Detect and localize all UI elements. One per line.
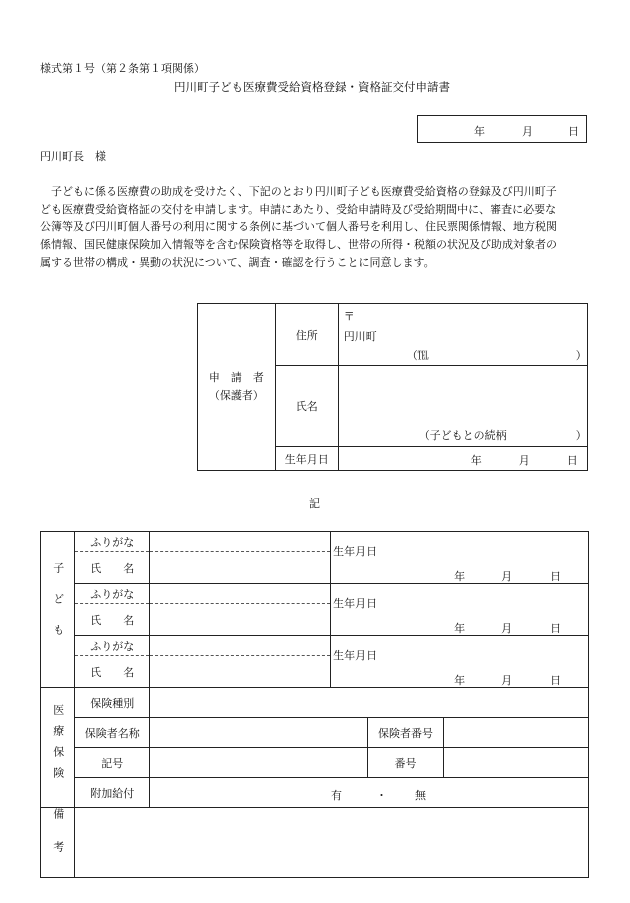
child-name-field[interactable] — [150, 552, 331, 584]
date-day: 日 — [568, 125, 579, 138]
number-field[interactable] — [443, 748, 588, 778]
option-yes[interactable]: 有 — [331, 789, 343, 802]
furigana-label: ふりがな — [75, 636, 150, 656]
children-label: 子ども — [51, 561, 65, 655]
child-birth-label: 生年月日 — [333, 649, 378, 662]
birth-year: 年 — [470, 454, 482, 467]
option-no[interactable]: 無 — [415, 789, 427, 802]
tel-open: （℡ — [406, 349, 429, 362]
insurance-type-label: 保険種別 — [75, 688, 150, 718]
furigana-field[interactable] — [150, 532, 331, 552]
child-birth-month: 月 — [501, 622, 513, 635]
date-box[interactable] — [417, 115, 587, 143]
number-label: 番号 — [368, 748, 444, 778]
child-birth-day: 日 — [550, 570, 562, 583]
applicant-section — [198, 304, 276, 471]
paragraph-line: 子どもに係る医療費の助成を受けたく、下記のとおり円川町子ども医療費受給資格の登録及び円川町子 — [40, 185, 557, 198]
furigana-field[interactable] — [150, 584, 331, 604]
ki-label: 記 — [309, 497, 320, 510]
additional-benefit-label: 附加給付 — [75, 778, 150, 808]
details-table — [40, 531, 589, 878]
child-name-label: 氏 名 — [75, 656, 150, 688]
address-label: 住所 — [275, 304, 338, 366]
birth-label: 生年月日 — [275, 447, 338, 471]
child-birth-year: 年 — [454, 570, 466, 583]
children-section — [41, 532, 75, 688]
insurer-number-field[interactable] — [443, 718, 588, 748]
symbol-field[interactable] — [150, 748, 368, 778]
tel-close: ） — [575, 349, 587, 362]
date-month: 月 — [522, 125, 533, 138]
child-name-field[interactable] — [150, 604, 331, 636]
consent-paragraph — [40, 183, 590, 272]
child-birth-day: 日 — [550, 622, 562, 635]
remarks-field[interactable] — [75, 808, 589, 878]
postal-mark: 〒 — [343, 310, 355, 323]
insurance-type-field[interactable] — [150, 688, 589, 718]
option-separator: ・ — [376, 789, 388, 802]
child-birth-field[interactable] — [331, 532, 589, 584]
guardian-label: （保護者） — [208, 389, 264, 402]
furigana-label: ふりがな — [75, 584, 150, 604]
applicant-label: 申 請 者 — [208, 371, 264, 384]
furigana-field[interactable] — [150, 636, 331, 656]
child-birth-month: 月 — [501, 674, 513, 687]
child-name-field[interactable] — [150, 656, 331, 688]
insurance-label: 医療保険 — [51, 704, 65, 788]
name-label: 氏名 — [275, 366, 338, 447]
paragraph-line: ども医療費受給資格証の交付を申請します。申請にあたり、受給申請時及び受給期間中に、審査に必要な — [40, 202, 557, 216]
relation-open: （子どもとの続柄 — [418, 429, 507, 442]
date-year: 年 — [474, 125, 485, 138]
birth-month: 月 — [518, 454, 530, 467]
child-birth-month: 月 — [501, 570, 513, 583]
child-name-label: 氏 名 — [75, 552, 150, 584]
insurer-name-label: 保険者名称 — [75, 718, 150, 748]
child-birth-label: 生年月日 — [333, 545, 378, 558]
insurer-number-label: 保険者番号 — [368, 718, 444, 748]
additional-benefit-field[interactable] — [150, 778, 589, 808]
paragraph-line: 属する世帯の構成・異動の状況について、調査・確認を行うことに同意します。 — [40, 255, 435, 269]
child-birth-day: 日 — [550, 674, 562, 687]
remarks-section — [41, 808, 75, 878]
child-birth-label: 生年月日 — [333, 597, 378, 610]
name-field[interactable] — [338, 366, 587, 447]
furigana-label: ふりがな — [75, 532, 150, 552]
child-birth-field[interactable] — [331, 584, 589, 636]
paragraph-line: 係情報、国民健康保険加入情報等を含む保険資格等を取得し、世帯の所得・税額の状況及び助成対象者の — [40, 238, 557, 252]
town-name: 円川町 — [343, 330, 377, 343]
paragraph-line: 公簿等及び円川町個人番号の利用に関する条例に基づいて個人番号を利用し、住民票関係情報、地方税関 — [40, 220, 557, 234]
symbol-label: 記号 — [75, 748, 150, 778]
birth-day: 日 — [566, 454, 578, 467]
insurer-name-field[interactable] — [150, 718, 368, 748]
form-title: 円川町子ども医療費受給資格登録・資格証交付申請書 — [174, 80, 450, 94]
addressee: 円川町長 様 — [40, 150, 106, 163]
child-birth-year: 年 — [454, 674, 466, 687]
relation-close: ） — [575, 429, 587, 442]
applicant-table — [197, 303, 588, 471]
form-number: 様式第１号（第２条第１項関係） — [40, 62, 205, 75]
child-birth-year: 年 — [454, 622, 466, 635]
child-birth-field[interactable] — [331, 636, 589, 688]
address-field[interactable] — [338, 304, 587, 366]
remarks-label: 備考 — [51, 808, 65, 874]
insurance-section — [41, 688, 75, 808]
birth-field[interactable] — [338, 447, 587, 471]
child-name-label: 氏 名 — [75, 604, 150, 636]
